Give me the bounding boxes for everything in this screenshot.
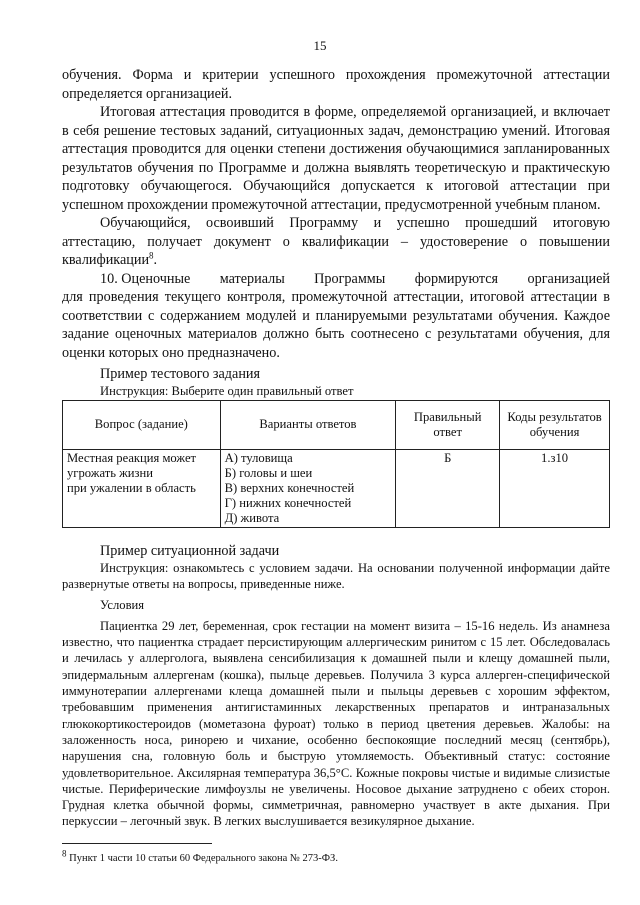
main-text [62, 66, 610, 830]
footnote-text: Пункт 1 части 10 статьи 60 Федерального закона № 273-ФЗ. [66, 853, 338, 864]
paragraph-3-end: . [153, 252, 158, 268]
question-line: Местная реакция может [67, 450, 197, 465]
footnote [62, 848, 338, 864]
header-correct: Правильный ответ [396, 400, 500, 449]
situational-heading: Пример ситуационной задачи [100, 542, 280, 559]
code-cell: 1.з10 [500, 449, 610, 527]
options-cell [220, 449, 396, 527]
p4-word: материалы [219, 270, 285, 287]
header-question: Вопрос (задание) [63, 400, 221, 449]
p4-word: организацией [527, 270, 610, 287]
page-number: 15 [313, 38, 327, 53]
question-line: при ужалении в область [67, 480, 196, 495]
question-cell [63, 449, 221, 527]
footnote-ref: 8 [149, 250, 154, 261]
conditions-label: Условия [100, 597, 145, 612]
header-options: Варианты ответов [220, 400, 396, 449]
option-e: Д) живота [224, 510, 280, 525]
p4-word: 10. Оценочные [100, 270, 191, 287]
paragraph-4-first-line [62, 270, 610, 289]
correct-answer-cell: Б [396, 449, 500, 527]
test-example-heading: Пример тестового задания [100, 366, 261, 382]
footnote-divider [62, 843, 212, 844]
question-line: угрожать жизни [67, 465, 153, 480]
option-b: Б) головы и шеи [224, 465, 313, 480]
paragraph-1: обучения. Форма и критерии успешного прохождения промежуточной аттестации определяется организацией. [62, 67, 610, 102]
test-instruction: Инструкция: Выберите один правильный ответ [100, 383, 354, 398]
conditions-text: Пациентка 29 лет, беременная, срок гестации на момент визита – 15-16 недель. Из анамнеза известно, что пациентка страдает персистирующим аллергическим ринитом с 15 лет. Обследовалась и лечилась у аллерголога, выявлена сенсибилизация к домашней пыли и клещу домашней пыли, эпидермальным аллергенам (кошка), пыльце деревьев. Получила 3 курса аллерген-специфической иммунотерапии аллергенами клеща домашней пыли и пыльцы деревьев с хорошим эффектом, требовавшим применения антигистаминных лекарственных препаратов и интраназальных глюкокортикостероидов (мометазона фуроат) только в период цветения деревьев. Жалобы: на заложенность носа, ринорею и чихание, особенно беспокоящие последний месяц (сентябрь), нарушения сна, головную боль и быструю утомляемость. Объективный статус: состояние удовлетворительное. Аксилярная температура 36,5°С. Кожные покровы чистые и видимые слизистые чистые. Периферические лимфоузлы не увеличены. Носовое дыхание затруднено с обеих сторон. Грудная клетка обычной формы, симметричная, равномерно участвует в акте дыхания. При перкуссии – легочный звук. В легких выслушивается везикулярное дыхание. [62, 618, 610, 829]
situational-instruction: Инструкция: ознакомьтесь с условием задачи. На основании полученной информации дайте развернутые ответы на вопросы, приведенные ниже. [62, 561, 610, 592]
table-header-row [63, 400, 610, 449]
paragraph-3-text: Обучающийся, освоивший Программу и успешно прошедший итоговую аттестацию, получает документ о квалификации – удостоверение о повышении квалификации [62, 215, 610, 268]
paragraph-2: Итоговая аттестация проводится в форме, определяемой организацией, и включает в себя решение тестовых заданий, ситуационных задач, демонстрацию умений. Итоговая аттестация проводится для оценки степени достижения обучающимися запланированных результатов обучения по Программе и должна выявлять теоретическую и практическую подготовку обучающегося. Обучающийся допускается к итоговой аттестации при успешном прохождении промежуточной аттестации, предусмотренной учебным планом. [62, 104, 610, 213]
situational-block [62, 560, 610, 830]
option-a: А) туловища [224, 450, 293, 465]
option-c: В) верхних конечностей [224, 480, 355, 495]
paragraph-3 [62, 214, 610, 270]
footnote-mark: 8 [62, 848, 67, 859]
header-codes: Коды результатов обучения [500, 400, 610, 449]
p4-word: Программы [314, 270, 386, 287]
p4-word: формируются [414, 270, 499, 287]
table-row [63, 449, 610, 527]
option-d: Г) нижних конечностей [224, 495, 352, 510]
paragraph-4: для проведения текущего контроля, промежуточной аттестации, итоговой аттестации в соответствии с содержанием модулей и планируемыми результатами обучения. Каждое задание оценочных материалов должно быть соотнесено с результатами обучения, для оценки которых оно предназначено. [62, 289, 610, 361]
test-table [62, 400, 610, 528]
